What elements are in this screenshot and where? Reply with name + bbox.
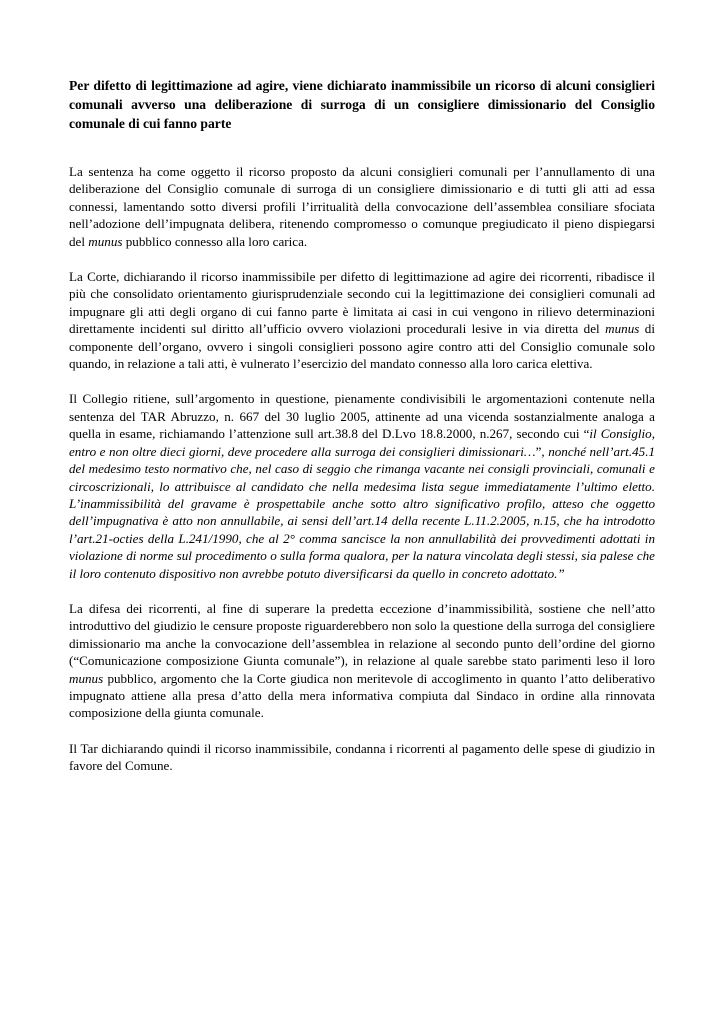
paragraph-text: pubblico connesso alla loro carica. xyxy=(122,233,308,249)
paragraph-text: La difesa dei ricorrenti, al fine di superare la predetta eccezione d’inammissibilità, sostiene che nell’atto introduttivo del giudizio le censure proposte riguarderebbero non solo la questione della surroga del consigliere dimissionario ma anche la convocazione dell’assemblea in relazione al secondo punto dell’ordine del giorno (“Comunicazione composizione Giunta comunale”), in relazione al quale sarebbe stato parimenti leso il loro xyxy=(69,600,655,669)
italic-text: munus xyxy=(69,670,104,686)
paragraph-text: La Corte, dichiarando il ricorso inammissibile per difetto di legittimazione ad agire dei ricorrenti, ribadisce il più che consolidato orientamento giurisprudenziale secondo cui la legittimazione dei consiglieri comunali ad impugnare gli atti degli organo di cui fanno parte è limitata ai casi in cui vengono in rilievo determinazioni direttamente incidenti sul diritto all’ufficio ovvero violazioni procedurali lesive in via diretta del xyxy=(69,269,655,337)
document-body xyxy=(69,163,655,775)
paragraph-text: Il Tar dichiarando quindi il ricorso inammissibile, condanna i ricorrenti al pagamento delle spese di giudizio in favore del Comune. xyxy=(69,740,655,774)
paragraph-text: Il Collegio ritiene, sull’argomento in questione, pienamente condivisibili le argomentazioni contenute nella sentenza del TAR Abruzzo, n. 667 del 30 luglio 2005, attinente ad una vicenda sostanzialmente analoga a quella in esame, richiamando l’attenzione sull art.38.8 del D.Lvo 18.8.2000, n.267, secondo cui “ xyxy=(69,391,655,442)
paragraph-text: pubblico, argomento che la Corte giudica non meritevole di accoglimento in quanto l’atto deliberativo impugnato attiene alla presa d’atto della mera informativa compiuta dal Sindaco in ordine alla rinnovata composizione della giunta comunale. xyxy=(69,670,655,721)
italic-text: munus xyxy=(88,233,123,249)
paragraph-text: di componente dell’organo, ovvero i singoli consiglieri possono agire contro atti del Consiglio comunale solo quando, in relazione a tali atti, è vulnerato l’esercizio del mandato connesso alla loro carica elettiva. xyxy=(69,321,655,372)
body-paragraph xyxy=(69,740,655,775)
body-paragraph xyxy=(69,268,655,372)
paragraph-text: La sentenza ha come oggetto il ricorso proposto da alcuni consiglieri comunali per l’annullamento di una deliberazione del Consiglio comunale di surroga di un consigliere dimissionario e di tutti gli atti ad essa connessi, lamentando sotto diversi profili l’irritualità della convocazione dell’assemblea consiliare sfociata nell’adozione dell’impugnata delibera, ritenendo compromesso o comunque pregiudicato il pieno dispiegarsi del xyxy=(69,164,655,249)
paragraph-text: ”, xyxy=(535,443,549,459)
body-paragraph xyxy=(69,600,655,722)
italic-text: il Consiglio, entro e non oltre dieci giorni, deve procedere alla surroga dei consiglieri dimissionari… xyxy=(69,426,655,459)
document-title: Per difetto di legittimazione ad agire, viene dichiarato inammissibile un ricorso di alcuni consiglieri comunali avverso una deliberazione di surroga di un consigliere dimissionario del Consiglio comunale di cui fanno parte xyxy=(69,78,655,131)
italic-text: munus xyxy=(605,321,640,337)
body-paragraph xyxy=(69,163,655,250)
body-paragraph xyxy=(69,390,655,581)
italic-text: nonché nell’art.45.1 del medesimo testo normativo che, nel caso di seggio che rimanga vacante nei consigli provinciali, comunali e circoscrizionali, lo attribuisce al candidato che nella medesima lista segue immediatamente l’ultimo eletto. L’inammissibilità del gravame è prospettabile anche sotto altro significativo profilo, atteso che oggetto dell’impugnativa è atto non annullabile, ai sensi dell’art.14 della recente L.11.2.2005, n.15, che ha introdotto l’art.21-octies della L.241/1990, che al 2° comma sancisce la non annullabilità dei provvedimenti adottati in violazione di norme sul procedimento o sulla forma qualora, per la natura vincolata degli stessi, sia palese che il loro contenuto dispositivo non avrebbe potuto diversificarsi da quello in concreto adottato.” xyxy=(69,443,656,581)
